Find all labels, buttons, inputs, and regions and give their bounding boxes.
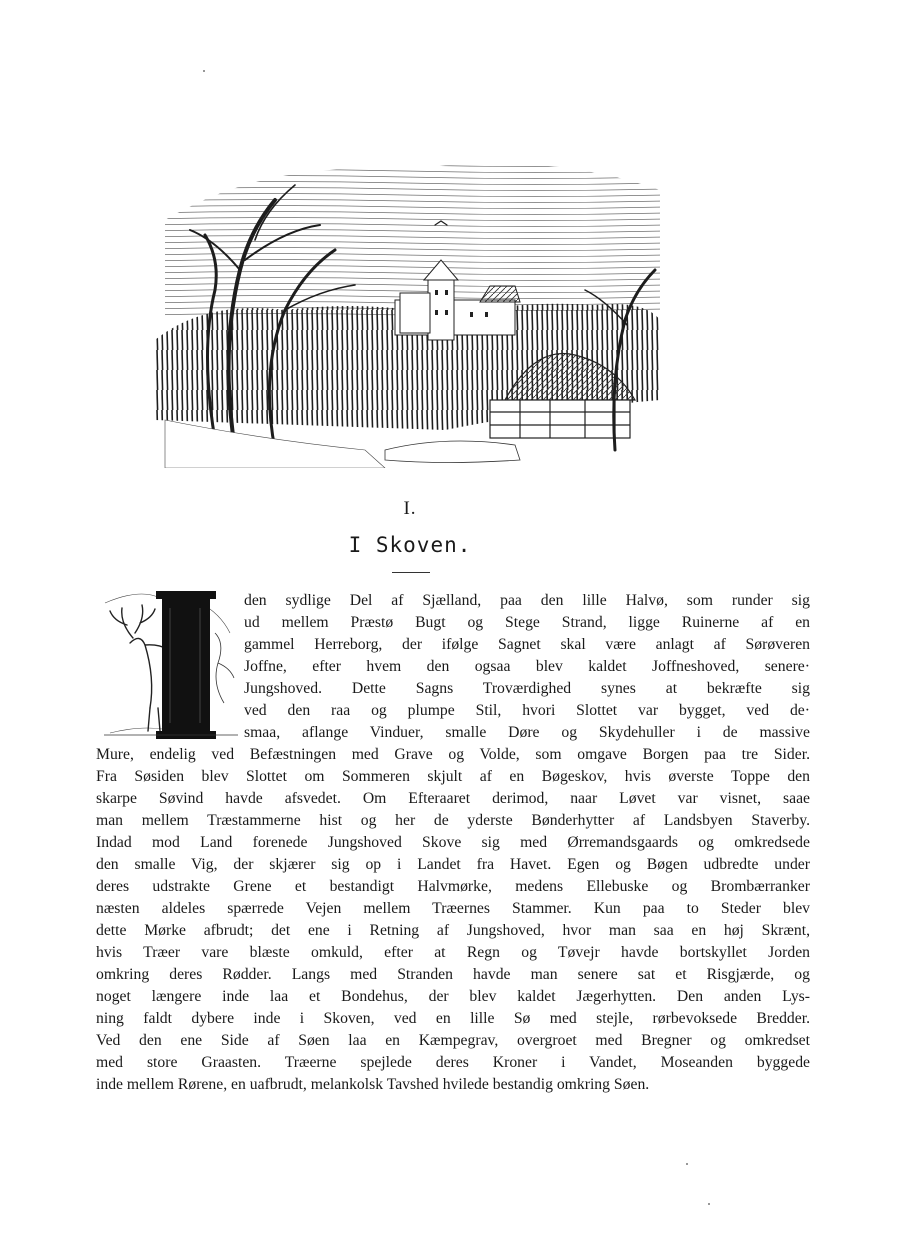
text-line: ved den raa og plumpe Stil, hvori Slottet var bygget, ved de·: [244, 702, 810, 719]
chapter-number: I.: [403, 498, 417, 519]
paper-speck: [686, 1163, 688, 1165]
paper-speck: [708, 1203, 710, 1205]
text-line: Jungshoved. Dette Sagns Troværdighed synes at bekræfte sig: [244, 680, 810, 697]
text-line: næsten aldeles spærrede Vejen mellem Træernes Stammer. Kun paa to Steder blev: [96, 900, 810, 917]
text-line: gammel Herreborg, der ifølge Sagnet skal være anlagt af Sørøveren: [244, 636, 810, 653]
text-line: Fra Søsiden blev Slottet om Sommeren skjult af en Bøgeskov, hvis øverste Toppe den: [96, 768, 810, 785]
text-line: man mellem Træstammerne hist og her de yderste Bønderhytter af Landsbyen Staverby.: [96, 812, 810, 829]
paper-speck: [203, 70, 205, 72]
title-divider: [392, 572, 430, 573]
text-line: med store Graasten. Træerne spejlede deres Kroner i Vandet, Moseanden byggede: [96, 1054, 810, 1071]
text-line: dette Mørke afbrudt; det ene i Retning af Jungshoved, hvor man saa en høj Skrænt,: [96, 922, 810, 939]
text-line: Mure, endelig ved Befæstningen med Grave og Volde, som omgave Borgen paa tre Sider.: [96, 746, 810, 763]
text-line: den sydlige Del af Sjælland, paa den lille Halvø, som runder sig: [244, 592, 810, 609]
text-line: ning faldt dybere inde i Skoven, ved en lille Sø med stejle, rørbevoksede Bredder.: [96, 1010, 810, 1027]
text-line: Ved den ene Side af Søen laa en Kæmpegrav, overgroet med Bregner og omkredset: [96, 1032, 810, 1049]
text-line: smaa, aflange Vinduer, smalle Døre og Skydehuller i de massive: [244, 724, 810, 741]
stag-initial-icon: [100, 583, 238, 741]
text-line: deres udstrakte Grene et bestandigt Halvmørke, medens Ellebuske og Brombærranker: [96, 878, 810, 895]
text-line: Joffne, efter hvem den ogsaa blev kaldet Joffneshoved, senere·: [244, 658, 810, 675]
text-line: hvis Træer vare blæste omkuld, efter at Regn og Tøvejr havde bortskyllet Jorden: [96, 944, 810, 961]
text-line: noget længere inde laa et Bondehus, der blev kaldet Jægerhytten. Den anden Lys-: [96, 988, 810, 1005]
text-line: Indad mod Land forenede Jungshoved Skove sig med Ørremandsgaards og omkredsede: [96, 834, 810, 851]
text-line: den smalle Vig, der skjærer sig op i Landet fra Havet. Egen og Bøgen udbredte under: [96, 856, 810, 873]
forest-castle-engraving-icon: [145, 150, 665, 468]
text-line: skarpe Søvind havde afsvedet. Om Efteraaret derimod, naar Løvet var visnet, saae: [96, 790, 810, 807]
text-line: inde mellem Rørene, en uafbrudt, melankolsk Tavshed hvilede bestandig omkring Søen.: [96, 1076, 650, 1093]
text-line: omkring deres Rødder. Langs med Stranden havde man senere sat et Risgjærde, og: [96, 966, 810, 983]
chapter-title: I Skoven.: [348, 533, 472, 557]
text-line: ud mellem Præstø Bugt og Stege Strand, ligge Ruinerne af en: [244, 614, 810, 631]
